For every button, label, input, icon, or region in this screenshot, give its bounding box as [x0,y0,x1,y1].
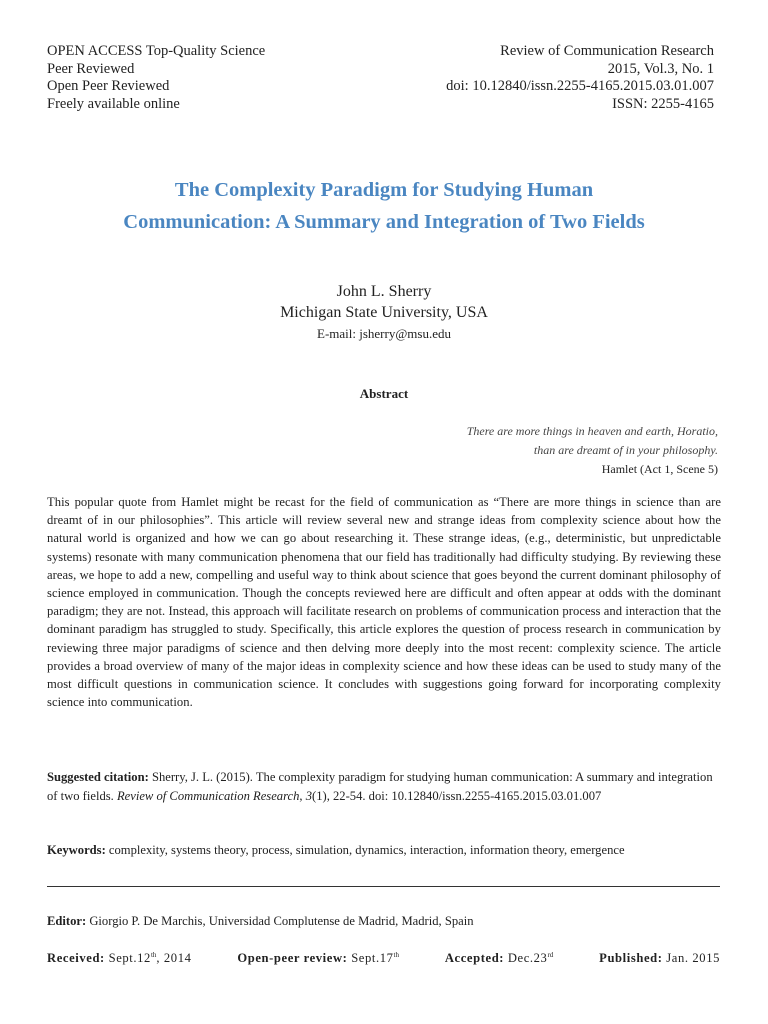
paper-title [40,174,728,238]
suggested-citation [47,768,723,806]
accepted-date [445,951,553,966]
review-suffix: th [393,951,399,959]
keywords-label: Keywords: [47,843,106,857]
published-value: Jan. 2015 [662,951,720,965]
citation-text: Sherry, J. L. (2015). The complexity paradigm for studying human communication: A summary and integration of two fields. [47,770,713,803]
editor-line [47,914,474,929]
journal-name: Review of Communication Research [500,43,714,59]
received-date [47,951,192,966]
header-left-line: Freely available online [47,95,180,112]
received-value: Sept.12 [104,951,151,966]
epigraph [467,422,718,479]
author-affiliation: Michigan State University, USA [280,304,488,321]
received-suffix: th [150,951,157,959]
citation-rest: (1), 22-54. doi: 10.12840/issn.2255-4165.2015.03.01.007 [312,789,602,803]
accepted-value: Dec.23 [504,951,548,966]
published-date [599,951,720,966]
citation-journal: Review of Communication Research [116,789,300,803]
accepted-label: Accepted: [444,951,505,966]
keywords [47,841,723,859]
title-line-1: The Complexity Paradigm for Studying Human [174,179,594,201]
epigraph-line-2: than are dreamt of in your philosophy. [533,443,718,457]
review-label: Open-peer review: [237,951,348,966]
issn: ISSN: 2255-4165 [612,95,714,112]
header-left-line: OPEN ACCESS Top-Quality Science [47,43,266,59]
author-block [0,282,768,342]
abstract-heading: Abstract [359,386,409,401]
epigraph-line-1: There are more things in heaven and earth, Horatio, [466,424,718,438]
journal-header-left [47,43,265,113]
published-label: Published: [599,951,663,965]
header-left-line: Peer Reviewed [47,60,135,77]
author-name: John L. Sherry [336,283,432,300]
citation-comma: , [299,789,306,803]
title-line-2: Communication: A Summary and Integration of Two Fields [123,211,645,233]
editor-label: Editor: [47,914,87,928]
editor-name: Giorgio P. De Marchis, Universidad Complutense de Madrid, Madrid, Spain [86,914,474,928]
publication-dates [47,951,720,966]
abstract-body: This popular quote from Hamlet might be recast for the field of communication as “There are more things in science than are dreamt of in our philosophies”. This article will review several new and strange ideas from complexity science about how the natural world is organized and how we can go about researching it. These strange ideas, (e.g., deterministic, but unpredictable systems) resonate with many communication phenomena that our field has traditionally had difficulty studying. By reviewing these areas, we hope to add a new, compelling and useful way to think about science that goes beyond the current dominant philosophy of science employed in communication. Though the concepts reviewed here are difficult and often appear at odds with the dominant paradigm; they are not. Instead, this approach will facilitate research on problems of communication process and interaction that the dominant paradigm has struggled to study. Specifically, this article explores the question of process research in communication by reviewing three major paradigms of science and then delving more deeply into the most recent: complexity science. The article provides a broad overview of many of the major ideas in complexity science and how these ideas can be used to study many of the most difficult questions in communication science. It concludes with suggestions going forward for incorporating complexity science into communication. [47,495,721,710]
author-email: E-mail: jsherry@msu.edu [317,326,451,341]
received-label: Received: [47,951,105,966]
volume-issue: 2015, Vol.3, No. 1 [607,60,714,77]
citation-label: Suggested citation: [47,770,149,784]
received-year: , 2014 [156,951,192,966]
header-left-line: Open Peer Reviewed [47,78,170,94]
doi: doi: 10.12840/issn.2255-4165.2015.03.01.007 [446,78,714,94]
keywords-list: complexity, systems theory, process, simulation, dynamics, interaction, information theory, emergence [105,843,625,857]
accepted-suffix: rd [547,951,554,959]
citation-volume: 3 [305,789,313,803]
epigraph-source: Hamlet (Act 1, Scene 5) [601,462,718,476]
journal-header-right [446,43,714,113]
divider [47,886,720,887]
review-date [237,951,399,966]
review-value: Sept.17 [347,951,394,966]
